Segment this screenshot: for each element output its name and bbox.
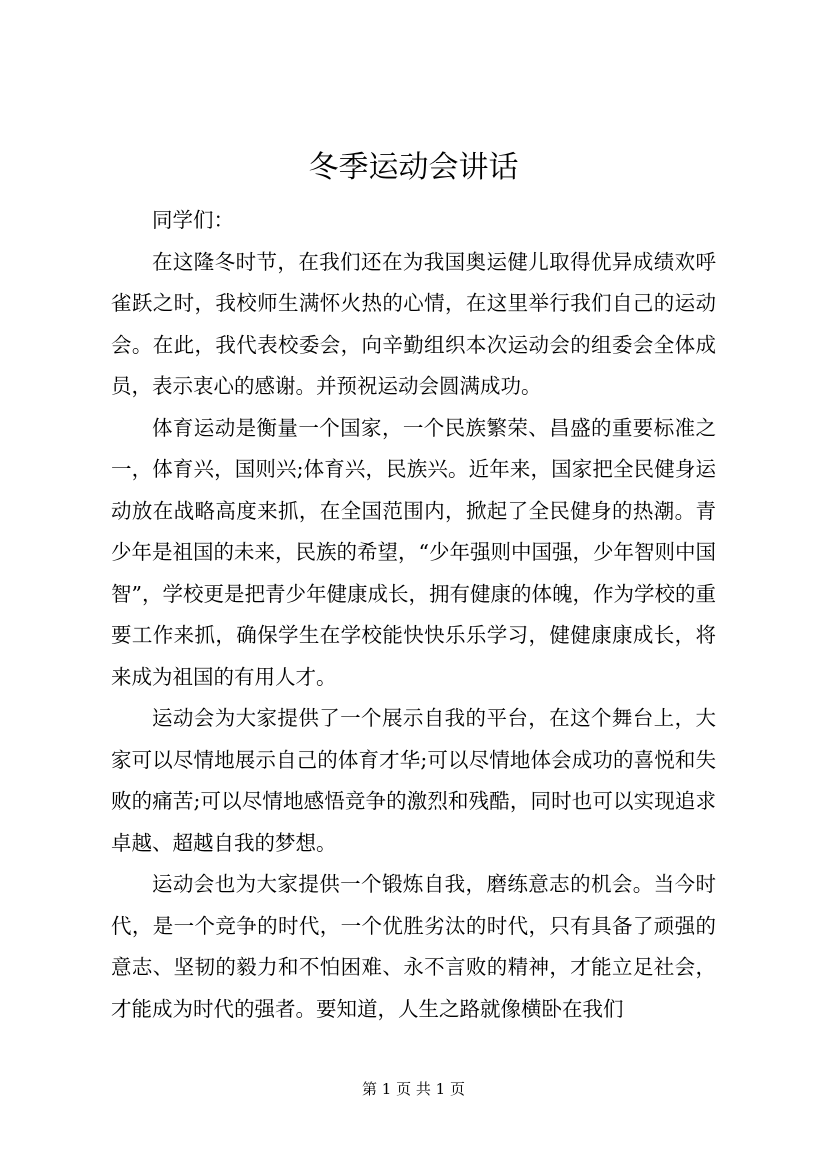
paragraph-2: 体育运动是衡量一个国家，一个民族繁荣、昌盛的重要标准之一，体育兴，国则兴;体育兴，民族兴。近年来，国家把全民健身运动放在战略高度来抓，在全国范围内，掀起了全民健身的热潮。青少年是祖国的未来，民族的希望，“少年强则中国强，少年智则中国智”，学校更是把青少年健康成长，拥有健康的体魄，作为学校的重要工作来抓，确保学生在学校能快快乐乐学习，健健康康成长，将来成为祖国的有用人才。 [111, 415, 716, 689]
paragraph-1: 在这隆冬时节，在我们还在为我国奥运健儿取得优异成绩欢呼雀跃之时，我校师生满怀火热的心情，在这里举行我们自己的运动会。在此，我代表校委会，向辛勤组织本次运动会的组委会全体成员，表示衷心的感谢。并预祝运动会圆满成功。 [111, 249, 716, 398]
document-title: 冬季运动会讲话 [308, 150, 519, 185]
paragraph-3: 运动会为大家提供了一个展示自我的平台，在这个舞台上，大家可以尽情地展示自己的体育才华;可以尽情地体会成功的喜悦和失败的痛苦;可以尽情地感悟竞争的激烈和残酷，同时也可以实现追求卓越、超越自我的梦想。 [111, 706, 716, 855]
page-number-footer: 第 1 页 共 1 页 [362, 1080, 465, 1098]
document-body [111, 200, 716, 1030]
greeting: 同学们： [152, 208, 234, 232]
paragraph-4: 运动会也为大家提供一个锻炼自我，磨练意志的机会。当今时代，是一个竞争的时代，一个优胜劣汰的时代，只有具备了顽强的意志、坚韧的毅力和不怕困难、永不言败的精神，才能立足社会，才能成为时代的强者。要知道，人生之路就像横卧在我们 [111, 872, 716, 1021]
